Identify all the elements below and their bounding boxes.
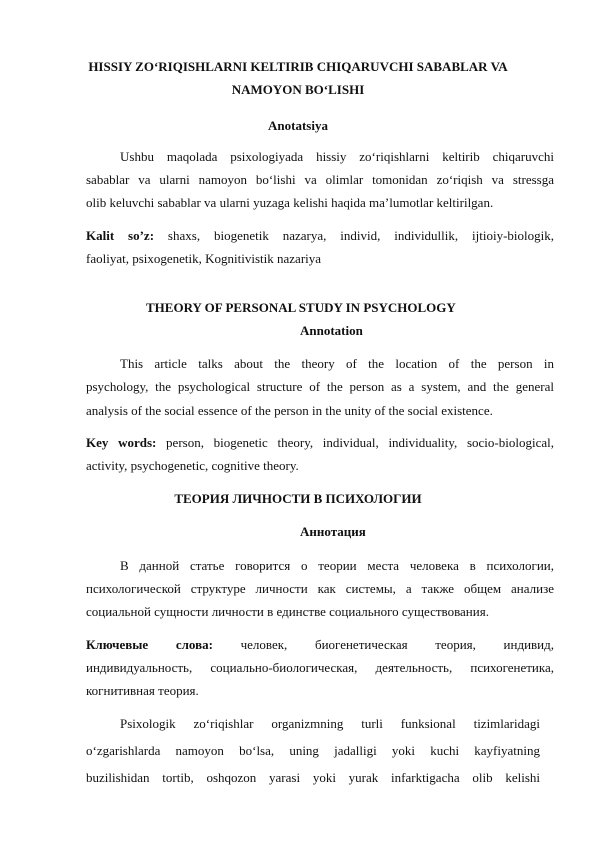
body-text-line: o‘zgarishlarda namoyon bo‘lsa, uning jadalligi yoki kuchi kayfiyatning: [86, 743, 540, 758]
ru-keywords-line-2: индивидуальность, социально-биологическая, деятельность, психогенетика,: [86, 660, 554, 675]
en-keywords-line-2: activity, psychogenetic, cognitive theory.: [86, 458, 299, 473]
ru-keywords-label: Ключевые слова:: [86, 637, 213, 652]
en-keywords-text: person, biogenetic theory, individual, individuality, socio-biological,: [156, 435, 554, 450]
uz-abstract-line: olib keluvchi sabablar va ularni yuzaga kelishi haqida ma’lumotlar keltirilgan.: [86, 195, 494, 210]
uz-title-line-1: HISSIY ZO‘RIQISHLARNI KELTIRIB CHIQARUVCHI SABABLAR VA: [88, 59, 508, 74]
ru-keywords-line-3: когнитивная теория.: [86, 683, 199, 698]
ru-abstract-line: социальной сущности личности в единстве социального существования.: [86, 604, 489, 619]
uz-title-line-2: NAMOYON BO‘LISHI: [231, 82, 365, 97]
uz-keywords-line-2: faoliyat, psixogenetik, Kognitivistik nazariya: [86, 251, 322, 266]
ru-keywords-line-1: [86, 634, 554, 656]
uz-abstract-line: sabablar va ularni namoyon bo‘lishi va olimlar tomonidan zo‘riqish va stressga: [86, 172, 554, 187]
en-abstract-line: psychology, the psychological structure of the person as a system, and the general: [86, 379, 554, 394]
body-text-line: Psixologik zo‘riqishlar organizmning turli funksional tizimlaridagi: [120, 716, 540, 731]
en-abstract-line: analysis of the social essence of the person in the unity of the social existence.: [86, 403, 493, 418]
en-keywords-line-1: [86, 432, 554, 454]
ru-abstract-line: В данной статье говорится о теории места человека в психологии,: [120, 558, 554, 573]
uz-abstract-heading: Anotatsiya: [268, 118, 328, 133]
en-abstract-line: This article talks about the theory of the location of the person in: [120, 356, 554, 371]
ru-title: ТЕОРИЯ ЛИЧНОСТИ В ПСИХОЛОГИИ: [174, 491, 422, 506]
uz-keywords-text: shaxs, biogenetik nazarya, individ, individullik, ijtioiy-biologik,: [154, 228, 555, 243]
uz-keywords-label: Kalit so’z:: [86, 228, 155, 243]
ru-abstract-line: психологической структуре личности как системы, а также общем анализе: [86, 581, 554, 596]
uz-abstract-line: Ushbu maqolada psixologiyada hissiy zo‘riqishlarni keltirib chiqaruvchi: [120, 149, 554, 164]
en-title: THEORY OF PERSONAL STUDY IN PSYCHOLOGY: [146, 300, 456, 315]
uz-keywords-line-1: [86, 225, 554, 247]
body-text-line: buzilishidan tortib, oshqozon yarasi yoki yurak infarktigacha olib kelishi: [86, 770, 540, 785]
ru-keywords-text: человек, биогенетическая теория, индивид,: [212, 637, 554, 652]
ru-abstract-heading: Аннотация: [300, 524, 366, 539]
en-abstract-heading: Annotation: [300, 323, 363, 338]
en-keywords-label: Key words:: [86, 435, 157, 450]
